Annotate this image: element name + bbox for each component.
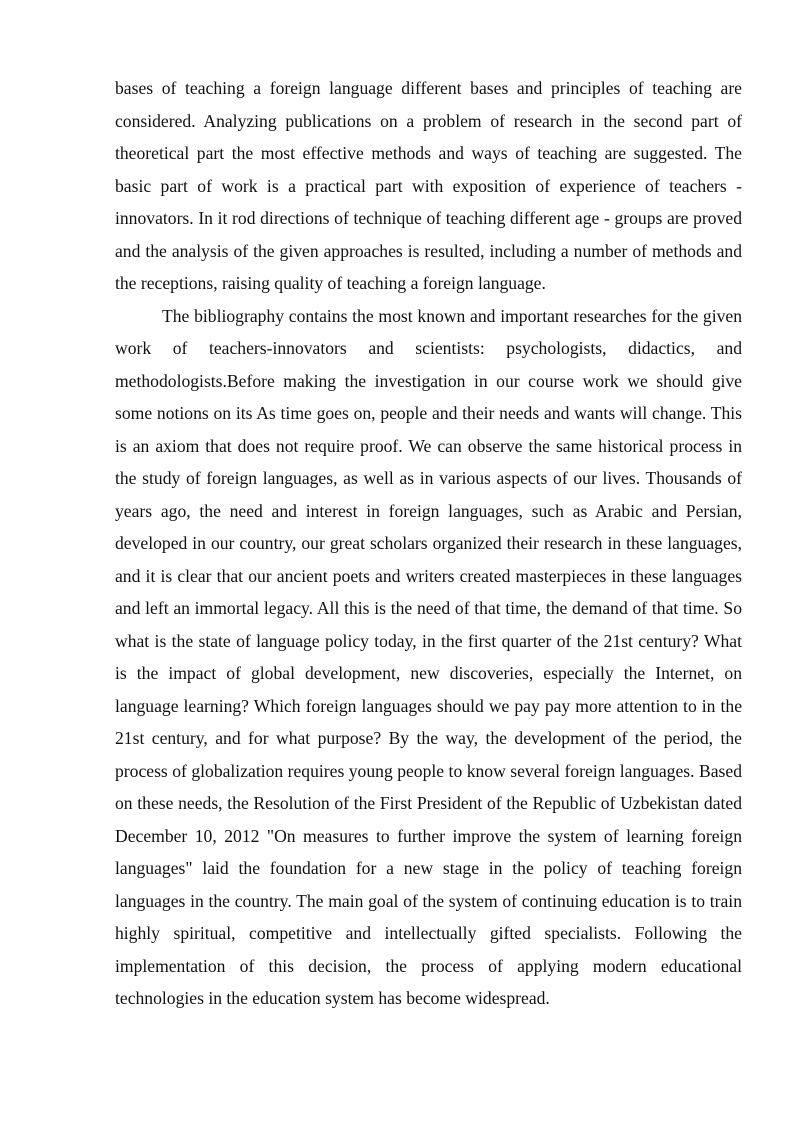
paragraph-bibliography: The bibliography contains the most known and important researches for the given work of teachers-innovators and scientists: psychologists, didactics, and methodologists.Before making the investigation in our course work we should give some notions on its As time goes on, people and their needs and wants will change. This is an axiom that does not require proof. We can observe the same historical process in the study of foreign languages, as well as in various aspects of our lives. Thousands of years ago, the need and interest in foreign languages, such as Arabic and Persian, developed in our country, our great scholars organized their research in these languages, and it is clear that our ancient poets and writers created masterpieces in these languages and left an immortal legacy. All this is the need of that time, the demand of that time. So what is the state of language policy today, in the first quarter of the 21st century? What is the impact of global development, new discoveries, especially the Internet, on language learning? Which foreign languages should we pay pay more attention to in the 21st century, and for what purpose? By the way, the development of the period, the process of globalization requires young people to know several foreign languages. Based on these needs, the Resolution of the First President of the Republic of Uzbekistan dated December 10, 2012 "On measures to further improve the system of learning foreign languages" laid the foundation for a new stage in the policy of teaching foreign languages in the country. The main goal of the system of continuing education is to train highly spiritual, competitive and intellectually gifted specialists. Following the implementation of this decision, the process of applying modern educational technologies in the education system has become widespread. [115,305,742,1008]
paragraph-intro-continuation: bases of teaching a foreign language different bases and principles of teaching are considered. Analyzing publications on a problem of research in the second part of theoretical part the most effective methods and ways of teaching are suggested. The basic part of work is a practical part with exposition of experience of teachers - innovators. In it rod directions of technique of teaching different age - groups are proved and the analysis of the given approaches is resulted, including a number of methods and the receptions, raising quality of teaching a foreign language. [115,78,742,293]
document-page [115,72,742,1015]
